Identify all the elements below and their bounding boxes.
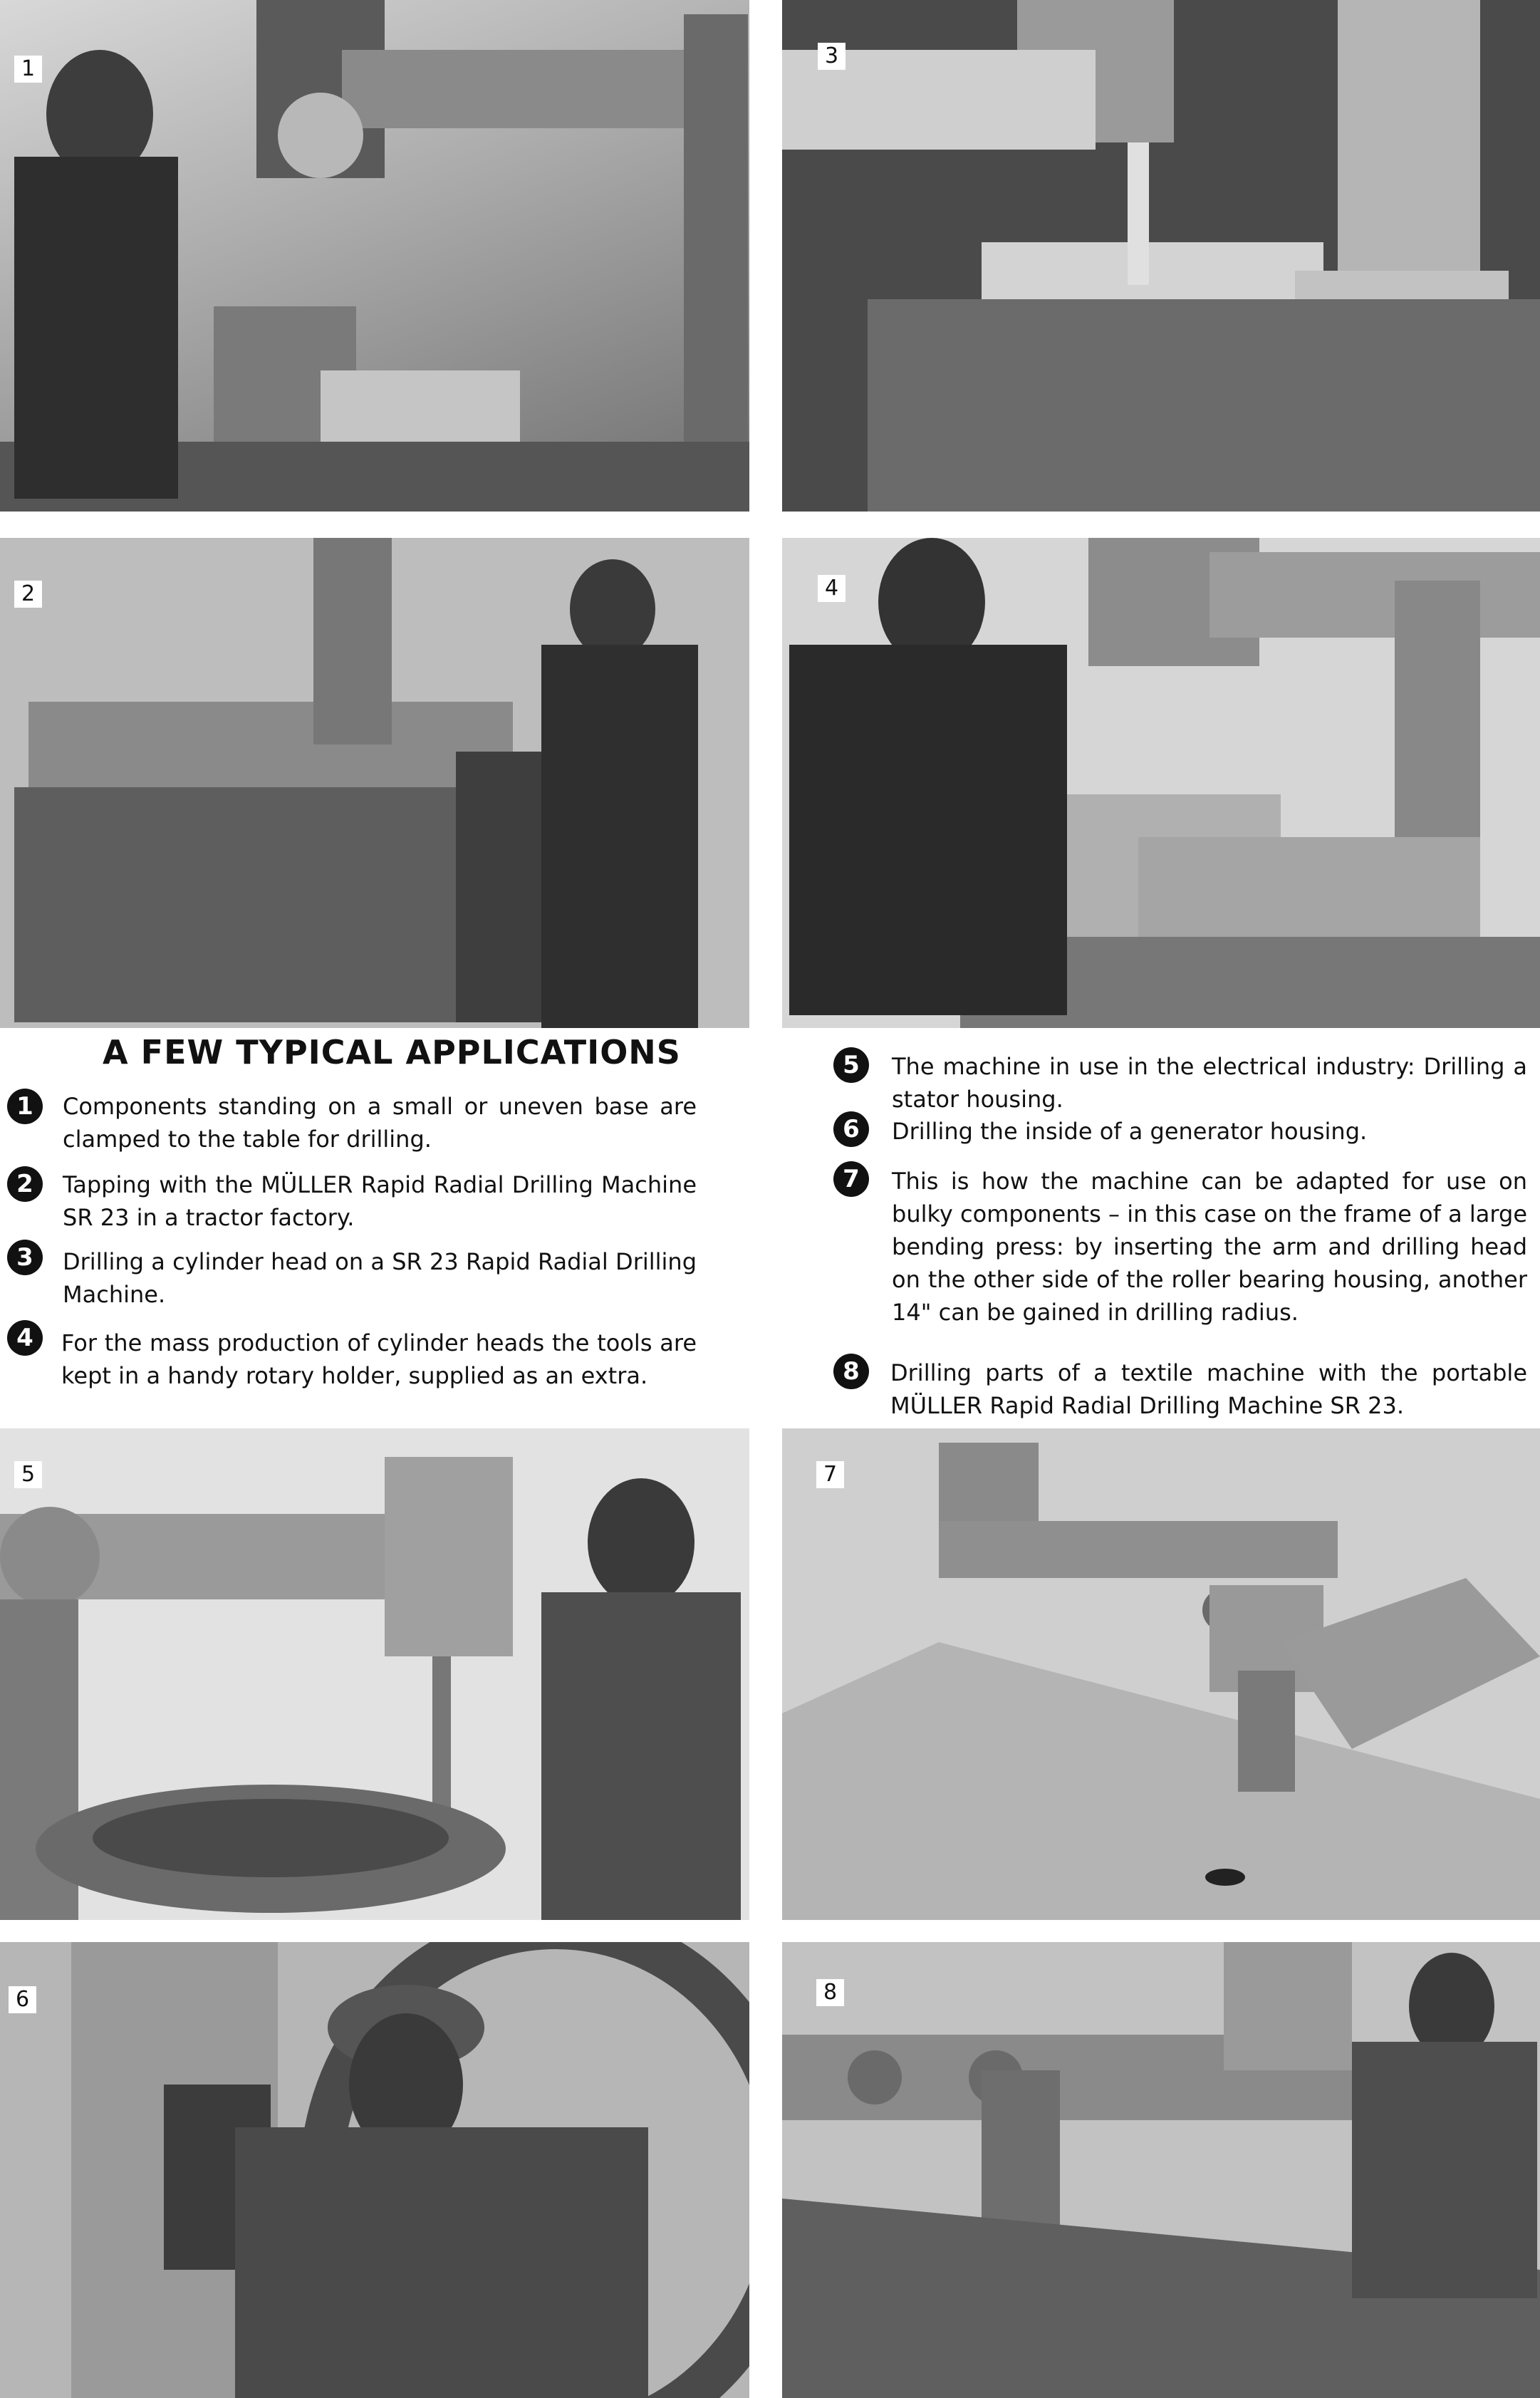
caption-6: Drilling the inside of a generator housing. — [892, 1118, 1368, 1145]
caption-number-badge: 5 — [833, 1047, 869, 1083]
machine-illustration-icon — [782, 0, 1540, 512]
machine-illustration-icon — [0, 0, 749, 512]
machine-illustration-icon — [0, 1428, 749, 1920]
photo-number: 8 — [816, 1979, 844, 2006]
caption-5: The machine in use in the electrical industry: Drilling a stator housing. — [892, 1053, 1527, 1113]
photo-number: 5 — [14, 1461, 42, 1488]
caption-number-badge: 1 — [7, 1089, 43, 1124]
caption-number-badge: 3 — [7, 1240, 43, 1275]
photo-number: 3 — [818, 43, 846, 70]
caption-2: Tapping with the MÜLLER Rapid Radial Drilling Machine SR 23 in a tractor factory. — [63, 1171, 697, 1231]
caption-3: Drilling a cylinder head on a SR 23 Rapid Radial Drilling Machine. — [63, 1248, 697, 1308]
photo-number: 6 — [9, 1986, 36, 2013]
caption-7: This is how the machine can be adapted for use on bulky components – in this case on the frame of a large bending press: by inserting the arm and drilling head on the other side of the roller bearing housing, another 14" can be gained in drilling radius. — [892, 1168, 1527, 1326]
caption-number-badge: 7 — [833, 1161, 869, 1197]
caption-number-badge: 2 — [7, 1166, 43, 1202]
page-title: A FEW TYPICAL APPLICATIONS — [103, 1033, 681, 1071]
photo-2 — [0, 538, 749, 1028]
machine-illustration-icon — [782, 538, 1540, 1028]
photo-5 — [0, 1428, 749, 1920]
photo-4 — [782, 538, 1540, 1028]
photo-number: 2 — [14, 581, 42, 608]
photo-number: 7 — [816, 1461, 844, 1488]
caption-number-badge: 4 — [7, 1320, 43, 1356]
caption-1: Components standing on a small or uneven base are clamped to the table for drilling. — [63, 1093, 697, 1153]
photo-1 — [0, 0, 749, 512]
caption-8: Drilling parts of a textile machine with the portable MÜLLER Rapid Radial Drilling Machine SR 23. — [890, 1359, 1527, 1419]
photo-6 — [0, 1942, 749, 2398]
machine-illustration-icon — [0, 538, 749, 1028]
photo-3 — [782, 0, 1540, 512]
caption-4: For the mass production of cylinder heads the tools are kept in a handy rotary holder, supplied as an extra. — [61, 1329, 697, 1389]
photo-8 — [782, 1942, 1540, 2398]
machine-illustration-icon — [782, 1942, 1540, 2398]
photo-7 — [782, 1428, 1540, 1920]
caption-number-badge: 6 — [833, 1111, 869, 1147]
photo-number: 1 — [14, 56, 42, 83]
caption-number-badge: 8 — [833, 1354, 869, 1389]
machine-illustration-icon — [782, 1428, 1540, 1920]
photo-number: 4 — [818, 575, 846, 602]
machine-illustration-icon — [0, 1942, 749, 2398]
